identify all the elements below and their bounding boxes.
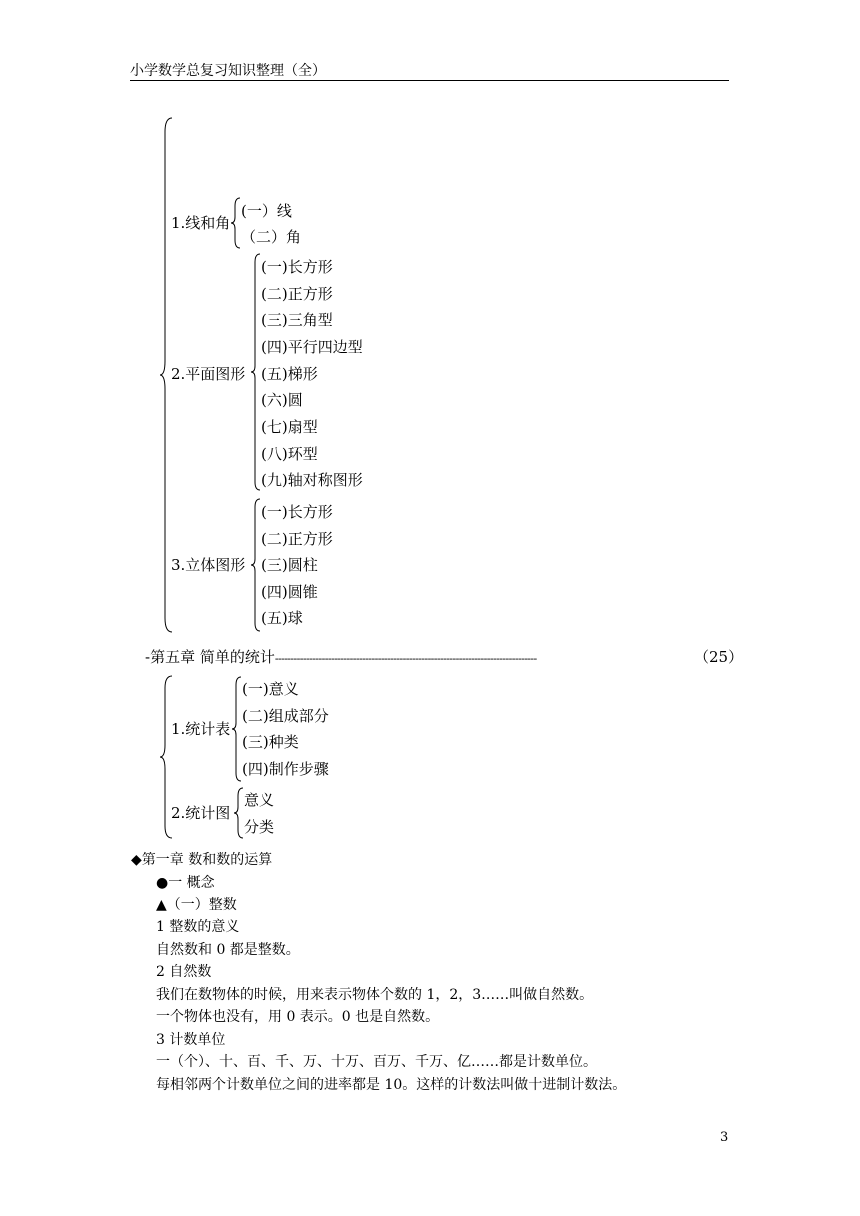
header-divider: [130, 80, 729, 81]
outline-item: (八)环型: [261, 445, 318, 463]
outline-item: (二)正方形: [261, 285, 333, 303]
outline-item: (九)轴对称图形: [261, 471, 363, 489]
page-header-title: 小学数学总复习知识整理（全）: [130, 63, 326, 79]
body-line: 自然数和 0 都是整数。: [156, 942, 300, 958]
outline-item: (三)种类: [242, 733, 299, 751]
outline-item: (四)平行四边型: [261, 338, 363, 356]
brace-group-2: [251, 254, 261, 490]
chapter-heading: ◆第一章 数和数的运算: [131, 852, 273, 868]
outline-item: (三)圆柱: [261, 556, 318, 574]
outline-item: (四)制作步骤: [242, 760, 329, 778]
toc-page-number: （25）: [694, 648, 744, 666]
subsection-heading: ▲（一）整数: [156, 897, 237, 913]
outline-group-label: 1.统计表: [171, 720, 231, 738]
outline-group-label: 1.线和角: [171, 214, 231, 232]
body-line: 一个物体也没有，用 0 表示。0 也是自然数。: [156, 1009, 440, 1025]
outline-item: (一)长方形: [261, 258, 333, 276]
brace-group-1: [231, 198, 241, 248]
outline-item: (二)组成部分: [242, 707, 329, 725]
brace-group-3: [251, 499, 261, 631]
brace-stats-group-2: [234, 788, 244, 838]
toc-leader-dashes: ------------------------------------------------------------------------------------: [274, 652, 537, 665]
outline-item: 意义: [244, 791, 275, 809]
outline-item: 分类: [244, 818, 275, 836]
outline-item: (七)扇型: [261, 418, 318, 436]
section-heading: ●一 概念: [156, 875, 215, 891]
outline-item: (二)正方形: [261, 530, 333, 548]
body-line: 3 计数单位: [156, 1032, 226, 1048]
outline-group-label: 2.平面图形: [171, 365, 246, 383]
toc-line: [145, 648, 735, 666]
brace-stats-group-1: [232, 677, 242, 781]
outline-item: (一)意义: [242, 680, 299, 698]
body-line: 我们在数物体的时候，用来表示物体个数的 1，2，3……叫做自然数。: [156, 987, 594, 1003]
outline-item: (六)圆: [261, 391, 303, 409]
page-number: 3: [720, 1130, 729, 1145]
outline-group-label: 2.统计图: [171, 804, 231, 822]
outline-item: (一）线: [241, 202, 292, 220]
toc-chapter-title: -第五章 简单的统计: [145, 648, 275, 666]
outline-group-label: 3.立体图形: [171, 556, 246, 574]
outline-item: (五)球: [261, 609, 303, 627]
outline-item: (四)圆锥: [261, 583, 318, 601]
body-line: 1 整数的意义: [156, 919, 240, 935]
body-line: 每相邻两个计数单位之间的进率都是 10。这样的计数法叫做十进制计数法。: [156, 1077, 627, 1093]
outline-item: (五)梯形: [261, 365, 318, 383]
body-line: 一（个）、十、百、千、万、十万、百万、千万、亿……都是计数单位。: [156, 1054, 597, 1070]
outline-item: (一)长方形: [261, 503, 333, 521]
outline-item: (三)三角型: [261, 311, 333, 329]
outline-item: （二）角: [241, 228, 302, 246]
body-line: 2 自然数: [156, 964, 212, 980]
